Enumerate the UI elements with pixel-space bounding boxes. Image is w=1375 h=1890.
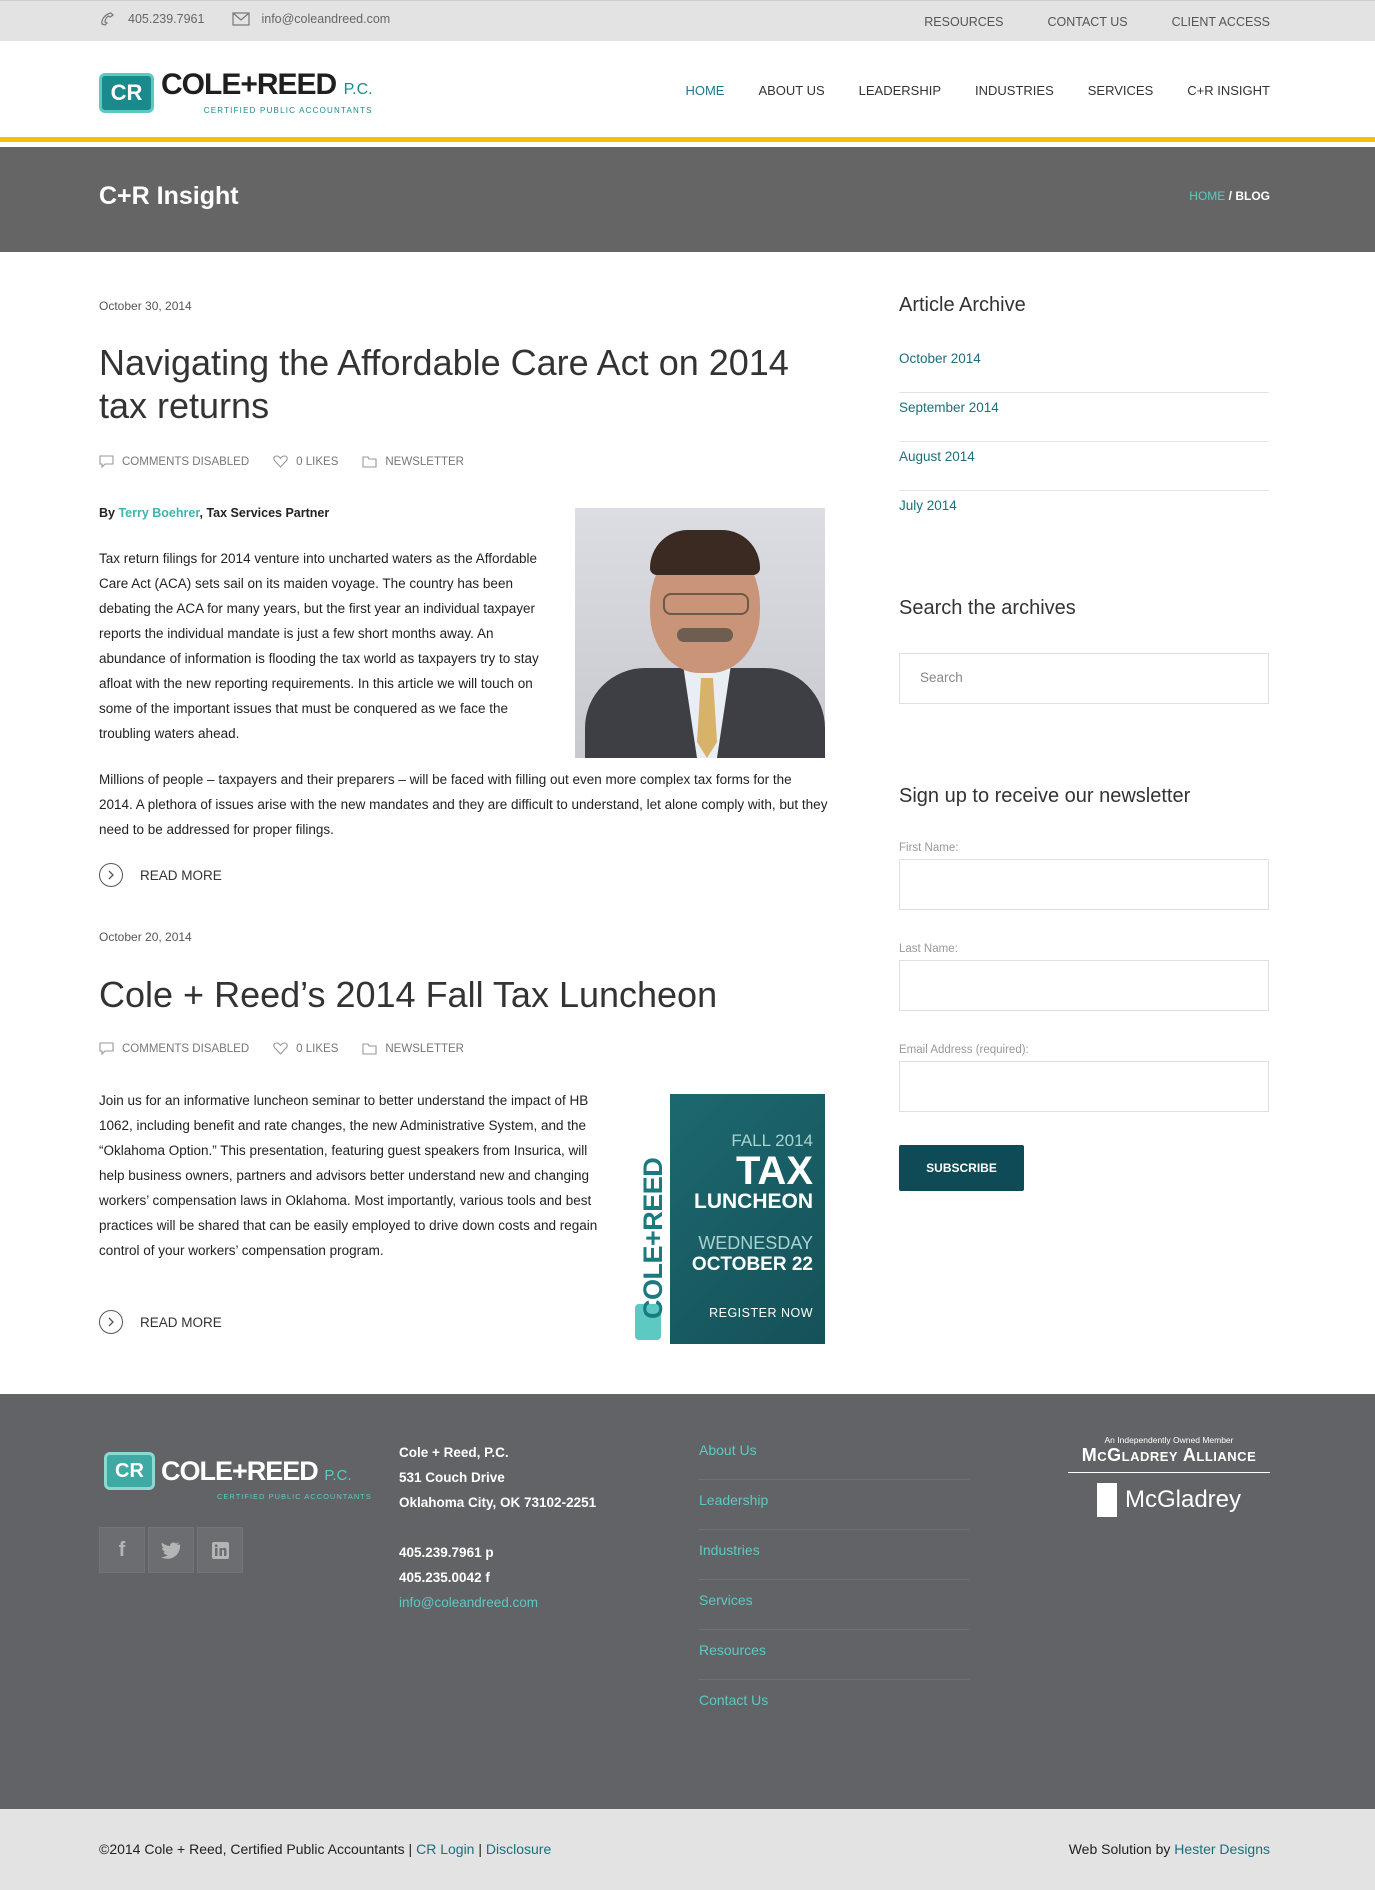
email-field[interactable] <box>899 1061 1269 1112</box>
footer-street: 531 Couch Drive <box>399 1470 505 1485</box>
banner-vertical-text: COLE+REED <box>638 1157 668 1319</box>
post-date: October 30, 2014 <box>99 299 192 313</box>
post-paragraph: Millions of people – taxpayers and their preparers – will be faced with filling out even more complex tax forms for the 2014. A plethora of issues arise with the new mandates and they are difficult to understand, let alone comply with, but they need to be addressed for proper filings. <box>99 772 828 837</box>
breadcrumb-sep: / <box>1228 189 1232 203</box>
banner-weekday: WEDNESDAY <box>698 1233 813 1253</box>
tax-luncheon-banner[interactable] <box>633 1094 825 1344</box>
nav-leadership[interactable]: LEADERSHIP <box>858 83 942 98</box>
post-title[interactable]: Navigating the Affordable Care Act on 2014 tax returns <box>99 342 789 426</box>
facebook-icon[interactable]: f <box>99 1527 145 1573</box>
logo-name: COLE+REED P.C. <box>161 68 373 101</box>
banner-register: REGISTER NOW <box>709 1306 813 1320</box>
disclosure-link[interactable]: Disclosure <box>485 1841 552 1857</box>
top-link-client-access[interactable]: CLIENT ACCESS <box>1171 15 1270 29</box>
read-more-link[interactable] <box>99 863 222 887</box>
comment-icon <box>99 455 114 468</box>
footer-link[interactable]: Contact Us <box>699 1692 769 1708</box>
first-name-label: First Name: <box>899 842 959 854</box>
read-more-label: READ MORE <box>140 1314 222 1330</box>
alliance-small: An Independently Owned Member <box>1104 1435 1234 1445</box>
read-more-link[interactable] <box>99 1310 222 1334</box>
breadcrumb <box>1189 189 1270 203</box>
archive-heading: Article Archive <box>899 294 1026 316</box>
footer-fax: 405.235.0042 f <box>399 1570 490 1585</box>
footer-logo-tagline: CERTIFIED PUBLIC ACCOUNTANTS <box>217 1492 372 1501</box>
post-likes[interactable]: 0 LIKES <box>296 1042 339 1055</box>
footer-link[interactable]: Services <box>699 1580 969 1630</box>
social-links <box>99 1527 243 1573</box>
copyright: ©2014 Cole + Reed, Certified Public Accountants | CR Login | Disclosure <box>99 1841 552 1857</box>
archive-item[interactable]: October 2014 <box>899 344 1269 393</box>
footer-links <box>699 1430 969 1730</box>
footer-link[interactable]: About Us <box>699 1430 969 1480</box>
main-nav <box>685 83 1270 98</box>
web-credit: Web Solution by Hester Designs <box>1068 1841 1270 1857</box>
folder-icon <box>362 455 377 468</box>
post-likes[interactable]: 0 LIKES <box>296 455 339 468</box>
search-input[interactable]: Search <box>899 653 1269 704</box>
archive-list <box>899 344 1269 540</box>
page-title-bar <box>0 147 1375 252</box>
chevron-right-icon <box>99 863 123 887</box>
heart-icon[interactable] <box>273 455 288 468</box>
banner-tax: TAX <box>735 1149 813 1193</box>
footer-logo-name: COLE+REED P.C. <box>161 1455 352 1486</box>
read-more-label: READ MORE <box>140 867 222 883</box>
phone-icon <box>99 12 117 26</box>
post-comments: COMMENTS DISABLED <box>122 1042 250 1055</box>
footer-phone: 405.239.7961 p <box>399 1545 494 1560</box>
logo-mark-icon: CR <box>99 73 154 113</box>
last-name-field[interactable] <box>899 960 1269 1011</box>
mcgladrey-name: McGladrey <box>1124 1486 1242 1513</box>
comment-icon <box>99 1042 114 1055</box>
footer-address <box>399 1440 596 1615</box>
banner-fall: FALL 2014 <box>731 1131 813 1150</box>
post-author-link[interactable]: Terry Boehrer <box>118 506 200 520</box>
footer-city: Oklahoma City, OK 73102-2251 <box>399 1495 597 1510</box>
footer-logo[interactable] <box>104 1452 372 1501</box>
footer-link[interactable]: Leadership <box>699 1480 969 1530</box>
cr-login-link[interactable]: CR Login <box>416 1841 475 1857</box>
post-paragraph: Join us for an informative luncheon seminar to better understand the impact of HB 1062, including benefit and rate changes, the new Administrative System, and the “Oklahoma Option.” This presentation, featuring guest speakers from Insurica, will help business owners, partners and advisors better understand new and changing workers’ compensation laws in Oklahoma. Most importantly, various tools and best practices will be shared that can be easily employed to drive down costs and regain control of your workers’ compensation program. <box>99 1093 598 1258</box>
nav-services[interactable]: SERVICES <box>1087 83 1154 98</box>
post-comments: COMMENTS DISABLED <box>122 455 250 468</box>
footer-company: Cole + Reed, P.C. <box>399 1445 509 1460</box>
top-contact <box>99 12 418 26</box>
first-name-field[interactable] <box>899 859 1269 910</box>
top-link-contact[interactable]: CONTACT US <box>1047 15 1128 29</box>
subscribe-button[interactable]: SUBSCRIBE <box>899 1145 1024 1191</box>
post-meta <box>99 1042 488 1055</box>
mcgladrey-logo[interactable] <box>1068 1435 1270 1517</box>
top-link-resources[interactable]: RESOURCES <box>924 15 1004 29</box>
mcgladrey-mark-icon <box>1097 1483 1117 1517</box>
top-email[interactable]: info@coleandreed.com <box>261 12 391 26</box>
search-heading: Search the archives <box>899 597 1076 619</box>
top-links <box>924 15 1270 29</box>
archive-item[interactable]: September 2014 <box>899 393 1269 442</box>
post-title[interactable]: Cole + Reed’s 2014 Fall Tax Luncheon <box>99 974 718 1015</box>
site-header <box>0 41 1375 142</box>
mail-icon <box>232 12 250 26</box>
alliance-name: McGladrey Alliance <box>1068 1445 1270 1473</box>
heart-icon[interactable] <box>273 1042 288 1055</box>
footer-link[interactable]: Resources <box>699 1630 969 1680</box>
author-photo <box>575 508 825 758</box>
nav-insight[interactable]: C+R INSIGHT <box>1187 83 1270 98</box>
page-title: C+R Insight <box>99 182 239 210</box>
logo-tagline: CERTIFIED PUBLIC ACCOUNTANTS <box>203 106 373 115</box>
logo-mark-icon: CR <box>104 1452 155 1490</box>
top-bar <box>0 0 1375 41</box>
post-meta <box>99 455 488 468</box>
post-paragraph: Tax return filings for 2014 venture into uncharted waters as the Affordable Care Act (ACA) sets sail on its maiden voyage. The country has been debating the ACA for many years, but the first year an individual taxpayer reports the individual mandate is just a few short months away. An abundance of information is flooding the tax world as taxpayers try to stay afloat with the new reporting requirements. In this article we will touch on some of the important issues that must be conquered as we face the troubling waters ahead. <box>99 551 539 741</box>
breadcrumb-home[interactable]: HOME <box>1189 189 1226 203</box>
banner-luncheon: LUNCHEON <box>694 1190 813 1213</box>
nav-home[interactable]: HOME <box>685 83 725 98</box>
site-logo[interactable] <box>99 70 373 115</box>
chevron-right-icon <box>99 1310 123 1334</box>
email-label: Email Address (required): <box>899 1044 1029 1056</box>
nav-industries[interactable]: INDUSTRIES <box>975 83 1054 98</box>
top-phone: 405.239.7961 <box>128 12 205 26</box>
post-category[interactable]: NEWSLETTER <box>385 455 464 468</box>
hester-designs-link[interactable]: Hester Designs <box>1174 1841 1270 1857</box>
last-name-label: Last Name: <box>899 943 958 955</box>
nav-about[interactable]: ABOUT US <box>758 83 825 98</box>
post-category[interactable]: NEWSLETTER <box>385 1042 464 1055</box>
footer-email[interactable]: info@coleandreed.com <box>399 1595 539 1610</box>
site-footer <box>0 1394 1375 1809</box>
post-byline: By Terry Boehrer, Tax Services Partner <box>99 506 330 520</box>
bottom-bar <box>0 1809 1375 1890</box>
banner-date: OCTOBER 22 <box>691 1254 813 1275</box>
linkedin-icon[interactable] <box>197 1527 243 1573</box>
folder-icon <box>362 1042 377 1055</box>
breadcrumb-current: BLOG <box>1235 189 1270 203</box>
archive-item[interactable]: August 2014 <box>899 442 1269 491</box>
twitter-icon[interactable] <box>148 1527 194 1573</box>
footer-link[interactable]: Industries <box>699 1530 969 1580</box>
archive-item[interactable]: July 2014 <box>899 498 957 513</box>
post-date: October 20, 2014 <box>99 930 192 944</box>
newsletter-heading: Sign up to receive our newsletter <box>899 785 1191 807</box>
